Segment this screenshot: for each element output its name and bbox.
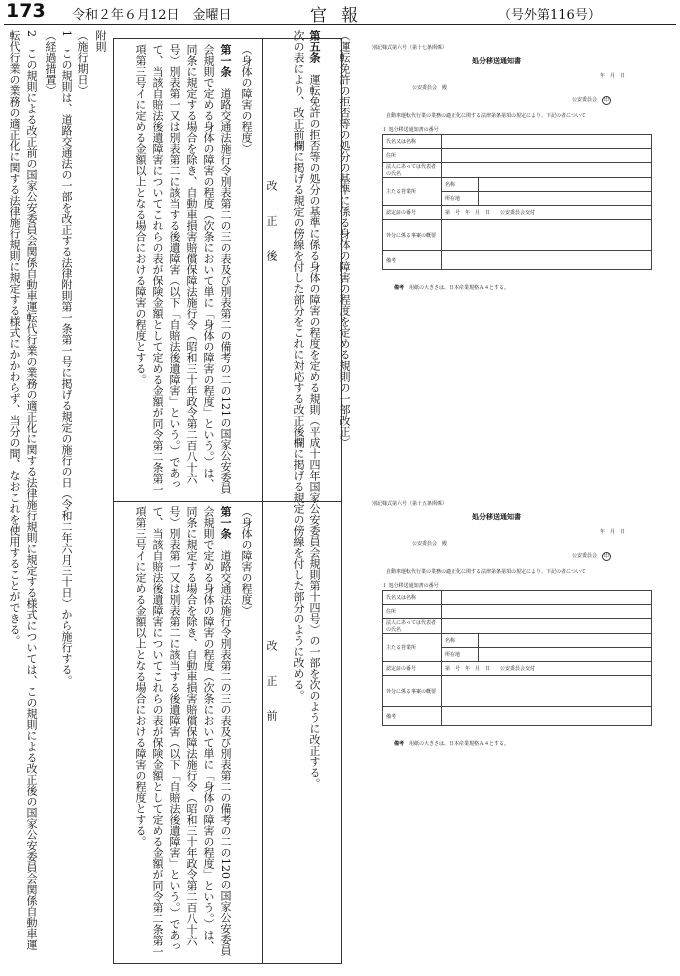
form-before-body: 自動車運転代行業の業務の適正化に関する法律第条第項の規定により、下記の者について [386,569,586,575]
form-after [372,44,668,314]
form-before-stamp: 印 [604,553,610,559]
form-before-from: 公安委員会 印 [572,553,610,559]
form-before-table: 氏名又は名称 住所 法人にあっては代表者の氏名 主たる営業所 名称 所在地 認定証の番号 第 号 年 月 日 公安委員会交付 外分に係る事案の概要 備考 [382,590,652,726]
table-column-divider [262,39,263,963]
form-before-date: 年 月 日 [600,529,626,535]
issue-date: 令和２年６月12日 金曜日 [72,8,232,23]
before-label: 第一条 [219,506,232,539]
header-divider [4,24,676,25]
supplementary-num1: 1 [60,30,73,37]
supplementary-item2 [8,30,40,950]
supplementary-item1 [58,30,75,950]
form-after-note: 備考 用紙の大きさは、日本産業規格Ａ４とする。 [394,285,510,291]
supplementary-text1: この規則は、道路交通法の一部を改正する法律附則第一条第一号に掲げる規定の施行の日（令和二年六月三十日）から施行する。 [60,48,73,686]
form-before-title: 処分移送通知書 [472,513,521,521]
page-header [0,0,680,24]
form-before-item: １ 処分移送通知書の番号 [382,583,439,589]
form-after-item: １ 処分移送通知書の番号 [382,127,439,133]
after-label: 第一条 [219,44,232,77]
form-after-table: 氏名又は名称 住所 法人にあっては代表者の氏名 主たる営業所 名称 所在地 認定証の番号 第 号 年 月 日 公安委員会交付 外分に係る事案の概要 備考 [382,134,652,270]
form-after-from: 公安委員会 印 [572,97,610,103]
supplementary-title: 附則 [94,30,107,52]
form-after-to: 公安委員会 殿 [412,85,448,91]
table-row-divider [114,501,341,502]
supplementary-caption1: （施行期日） [76,30,89,96]
before-text: 道路交通法施行令別表第二の三の表及び別表第二の備考の二の120の国家公安委員会規則で定める身体の障害の程度（次条において単に「身体の障害の程度」という。）は、同条に規定する場合を除き、自動車損害賠償保障法施行令（昭和三十年政令第二百八十六号）別表第一又は別表第二に該当する後遺障害（以下「自賠法後遺障害」という。）であって、当該自賠法後遺障害についてこれらの表が保険金額として定める金額が同令第二条第一項第三号イに定める金額以上となる場合における障害の程度とする。 [134,506,232,957]
issue-number: （号外第116号） [498,8,601,23]
form-after-caption: 別記様式第六号（第十七条関係） [372,45,448,51]
form-after-title: 処分移送通知書 [472,57,521,65]
label-after: 改正後 [265,180,278,285]
supplementary-caption2: （経過措置） [44,30,57,96]
before-caption: （身体の障害の程度） [240,506,253,616]
form-after-stamp: 印 [604,97,610,103]
form-after-date: 年 月 日 [600,73,626,79]
form-before-caption: 別記様式第六号（第十五条関係） [372,501,448,507]
article5-label: 第五条 [308,30,321,63]
article5-text: 運転免許の拒否等の処分の基準に係る身体の障害の程度を定める規則（平成十四年国家公安委員会規則第十四号）の一部を次のように改正する。 [308,74,321,789]
form-before [372,500,668,770]
form-before-note: 備考 用紙の大きさは、日本産業規格Ａ４とする。 [394,741,510,747]
page-number: 173 [6,0,46,22]
form-before-to: 公安委員会 殿 [412,541,448,547]
article5-heading: （運転免許の拒否等の処分の基準に係る身体の障害の程度を定める規則の一部改正） [338,30,351,448]
gazette-title: 官報 [310,6,372,26]
after-text: 道路交通法施行令別表第二の三の表及び別表第二の備考の二の121の国家公安委員会規則で定める身体の障害の程度（次条において単に「身体の障害の程度」という。）は、同条に規定する場合を除き、自動車損害賠償保障法施行令（昭和三十年政令第二百八十六号）別表第一又は別表第二に該当する後遺障害（以下「自賠法後遺障害」という。）であって、当該自賠法後遺障害についてこれらの表が保険金額として定める金額が同令第二条第一項第三号イに定める金額以上となる場合における障害の程度とする。 [134,44,232,495]
supplementary-text2: この規則による改正前の国家公安委員会関係自動車運転代行業の業務の適正化に関する法律施行規則に規定する様式については、この規則による改正後の国家公安委員会関係自動車運転代行業の業務の適正化に関する法律施行規則に規定する様式にかかわらず、当分の間、なおこれを使用することができる。 [8,30,38,950]
article5-instruction: 次の表により、改正前欄に掲げる規定の傍線を付した部分をこれに対応する改正後欄に掲げる規定の傍線を付した部分のように改める。 [292,30,305,701]
form-after-body: 自動車運転代行業の業務の適正化に関する法律第条第項の規定により、下記の者について [386,113,586,119]
supplementary-num2: 2 [25,30,38,37]
label-before: 改正前 [265,640,278,745]
after-caption: （身体の障害の程度） [240,44,253,154]
before-body [120,506,234,958]
after-body [120,44,234,496]
